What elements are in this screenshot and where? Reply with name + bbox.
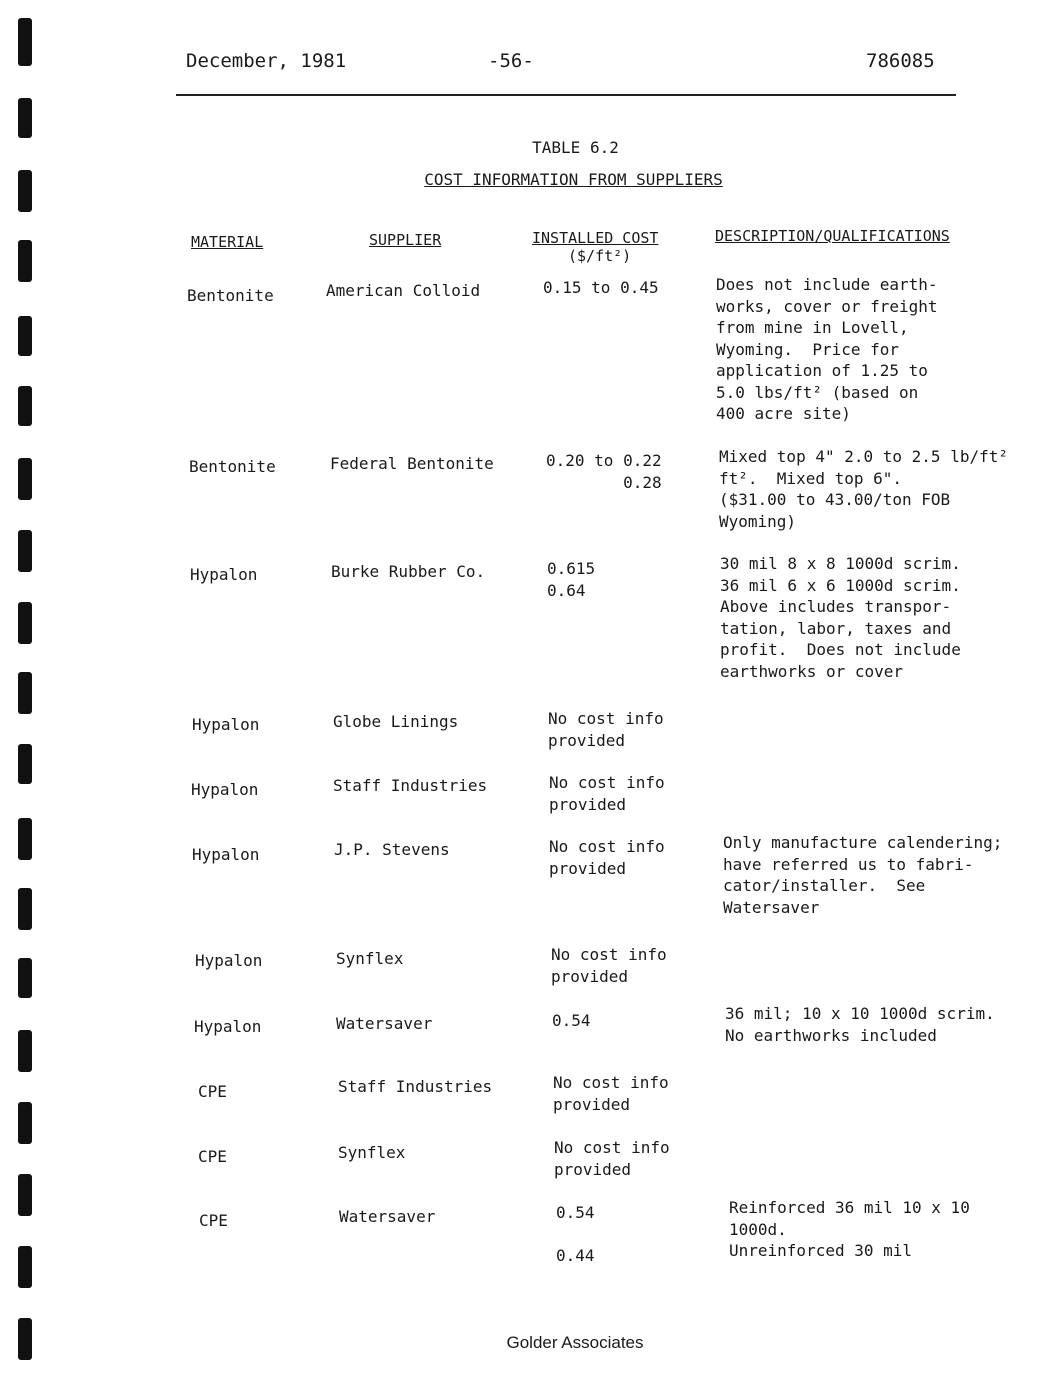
row-11-supplier: Watersaver [339, 1207, 436, 1226]
row-11-description: Reinforced 36 mil 10 x 10 1000d. Unreinforced 30 mil [729, 1198, 970, 1260]
binding-mark [18, 170, 32, 212]
row-7-material: Hypalon [195, 951, 263, 970]
binding-mark [18, 530, 32, 572]
binding-mark [18, 602, 32, 644]
row-1-supplier: American Colloid [326, 281, 481, 300]
header-page-number: -56- [488, 50, 534, 72]
binding-mark [18, 1174, 32, 1216]
row-9-material: CPE [198, 1082, 227, 1101]
row-1-cost: 0.15 to 0.45 [543, 278, 659, 297]
row-11-material: CPE [199, 1211, 228, 1230]
row-9-supplier: Staff Industries [338, 1077, 493, 1096]
row-4-material: Hypalon [192, 715, 260, 734]
binding-mark [18, 888, 32, 930]
binding-mark [18, 240, 32, 282]
row-8-supplier: Watersaver [336, 1014, 433, 1033]
row-8-cost: 0.54 [552, 1011, 591, 1030]
row-3-description: 30 mil 8 x 8 1000d scrim. 36 mil 6 x 6 1000d scrim. Above includes transpor- tation, labor, taxes and profit. Does not include earthworks or cover [720, 554, 961, 681]
row-2-supplier: Federal Bentonite [330, 454, 494, 473]
binding-mark [18, 18, 32, 66]
col-header-material: MATERIAL [191, 233, 264, 251]
row-9-cost: No cost info provided [553, 1073, 669, 1114]
row-8-description: 36 mil; 10 x 10 1000d scrim. No earthworks included [725, 1004, 995, 1045]
row-6-supplier: J.P. Stevens [334, 840, 450, 859]
binding-mark [18, 386, 32, 426]
row-7-cost: No cost info provided [551, 945, 667, 986]
row-6-cost: No cost info provided [549, 837, 665, 878]
row-3-material: Hypalon [190, 565, 258, 584]
row-2-material: Bentonite [189, 457, 276, 476]
row-10-material: CPE [198, 1147, 227, 1166]
binding-mark [18, 98, 32, 138]
binding-mark [18, 958, 32, 998]
row-6-description: Only manufacture calendering; have referred us to fabri- cator/installer. See Watersaver [723, 833, 1003, 917]
row-11-cost: 0.54 0.44 [556, 1203, 595, 1265]
col-header-installed-cost: INSTALLED COST [532, 229, 659, 247]
binding-mark [18, 672, 32, 714]
col-header-description: DESCRIPTION/QUALIFICATIONS [715, 227, 950, 245]
binding-mark [18, 316, 32, 356]
binding-mark [18, 744, 32, 784]
row-4-supplier: Globe Linings [333, 712, 459, 731]
table-label: TABLE 6.2 [532, 138, 619, 157]
row-1-description: Does not include earth- works, cover or freight from mine in Lovell, Wyoming. Price for application of 1.25 to 5.0 lbs/ft² (based on 400 acre site) [716, 275, 938, 423]
table-title-text: COST INFORMATION FROM SUPPLIERS [424, 170, 723, 189]
binding-mark [18, 818, 32, 860]
binding-mark [18, 1102, 32, 1144]
row-8-material: Hypalon [194, 1017, 262, 1036]
row-4-cost: No cost info provided [548, 709, 664, 750]
row-5-supplier: Staff Industries [333, 776, 488, 795]
row-5-cost: No cost info provided [549, 773, 665, 814]
header-date: December, 1981 [186, 50, 347, 72]
binding-mark [18, 1030, 32, 1072]
row-5-material: Hypalon [191, 780, 259, 799]
row-10-supplier: Synflex [338, 1143, 406, 1162]
header-document-number: 786085 [866, 50, 935, 72]
footer-company: Golder Associates [506, 1333, 644, 1352]
row-7-supplier: Synflex [336, 949, 404, 968]
row-3-cost: 0.615 0.64 [547, 559, 596, 600]
binding-mark [18, 1246, 32, 1288]
row-10-cost: No cost info provided [554, 1138, 670, 1179]
row-2-cost: 0.20 to 0.22 0.28 [546, 451, 662, 492]
header-rule [176, 94, 956, 96]
col-header-supplier: SUPPLIER [369, 231, 442, 249]
binding-mark [18, 458, 32, 500]
table-title [42, 170, 1063, 189]
row-3-supplier: Burke Rubber Co. [331, 562, 486, 581]
row-1-material: Bentonite [187, 286, 274, 305]
row-6-material: Hypalon [192, 845, 260, 864]
row-2-description: Mixed top 4" 2.0 to 2.5 lb/ft² ft². Mixed top 6". ($31.00 to 43.00/ton FOB Wyoming) [719, 447, 1008, 531]
col-header-cost-unit: ($/ft²) [568, 247, 632, 265]
